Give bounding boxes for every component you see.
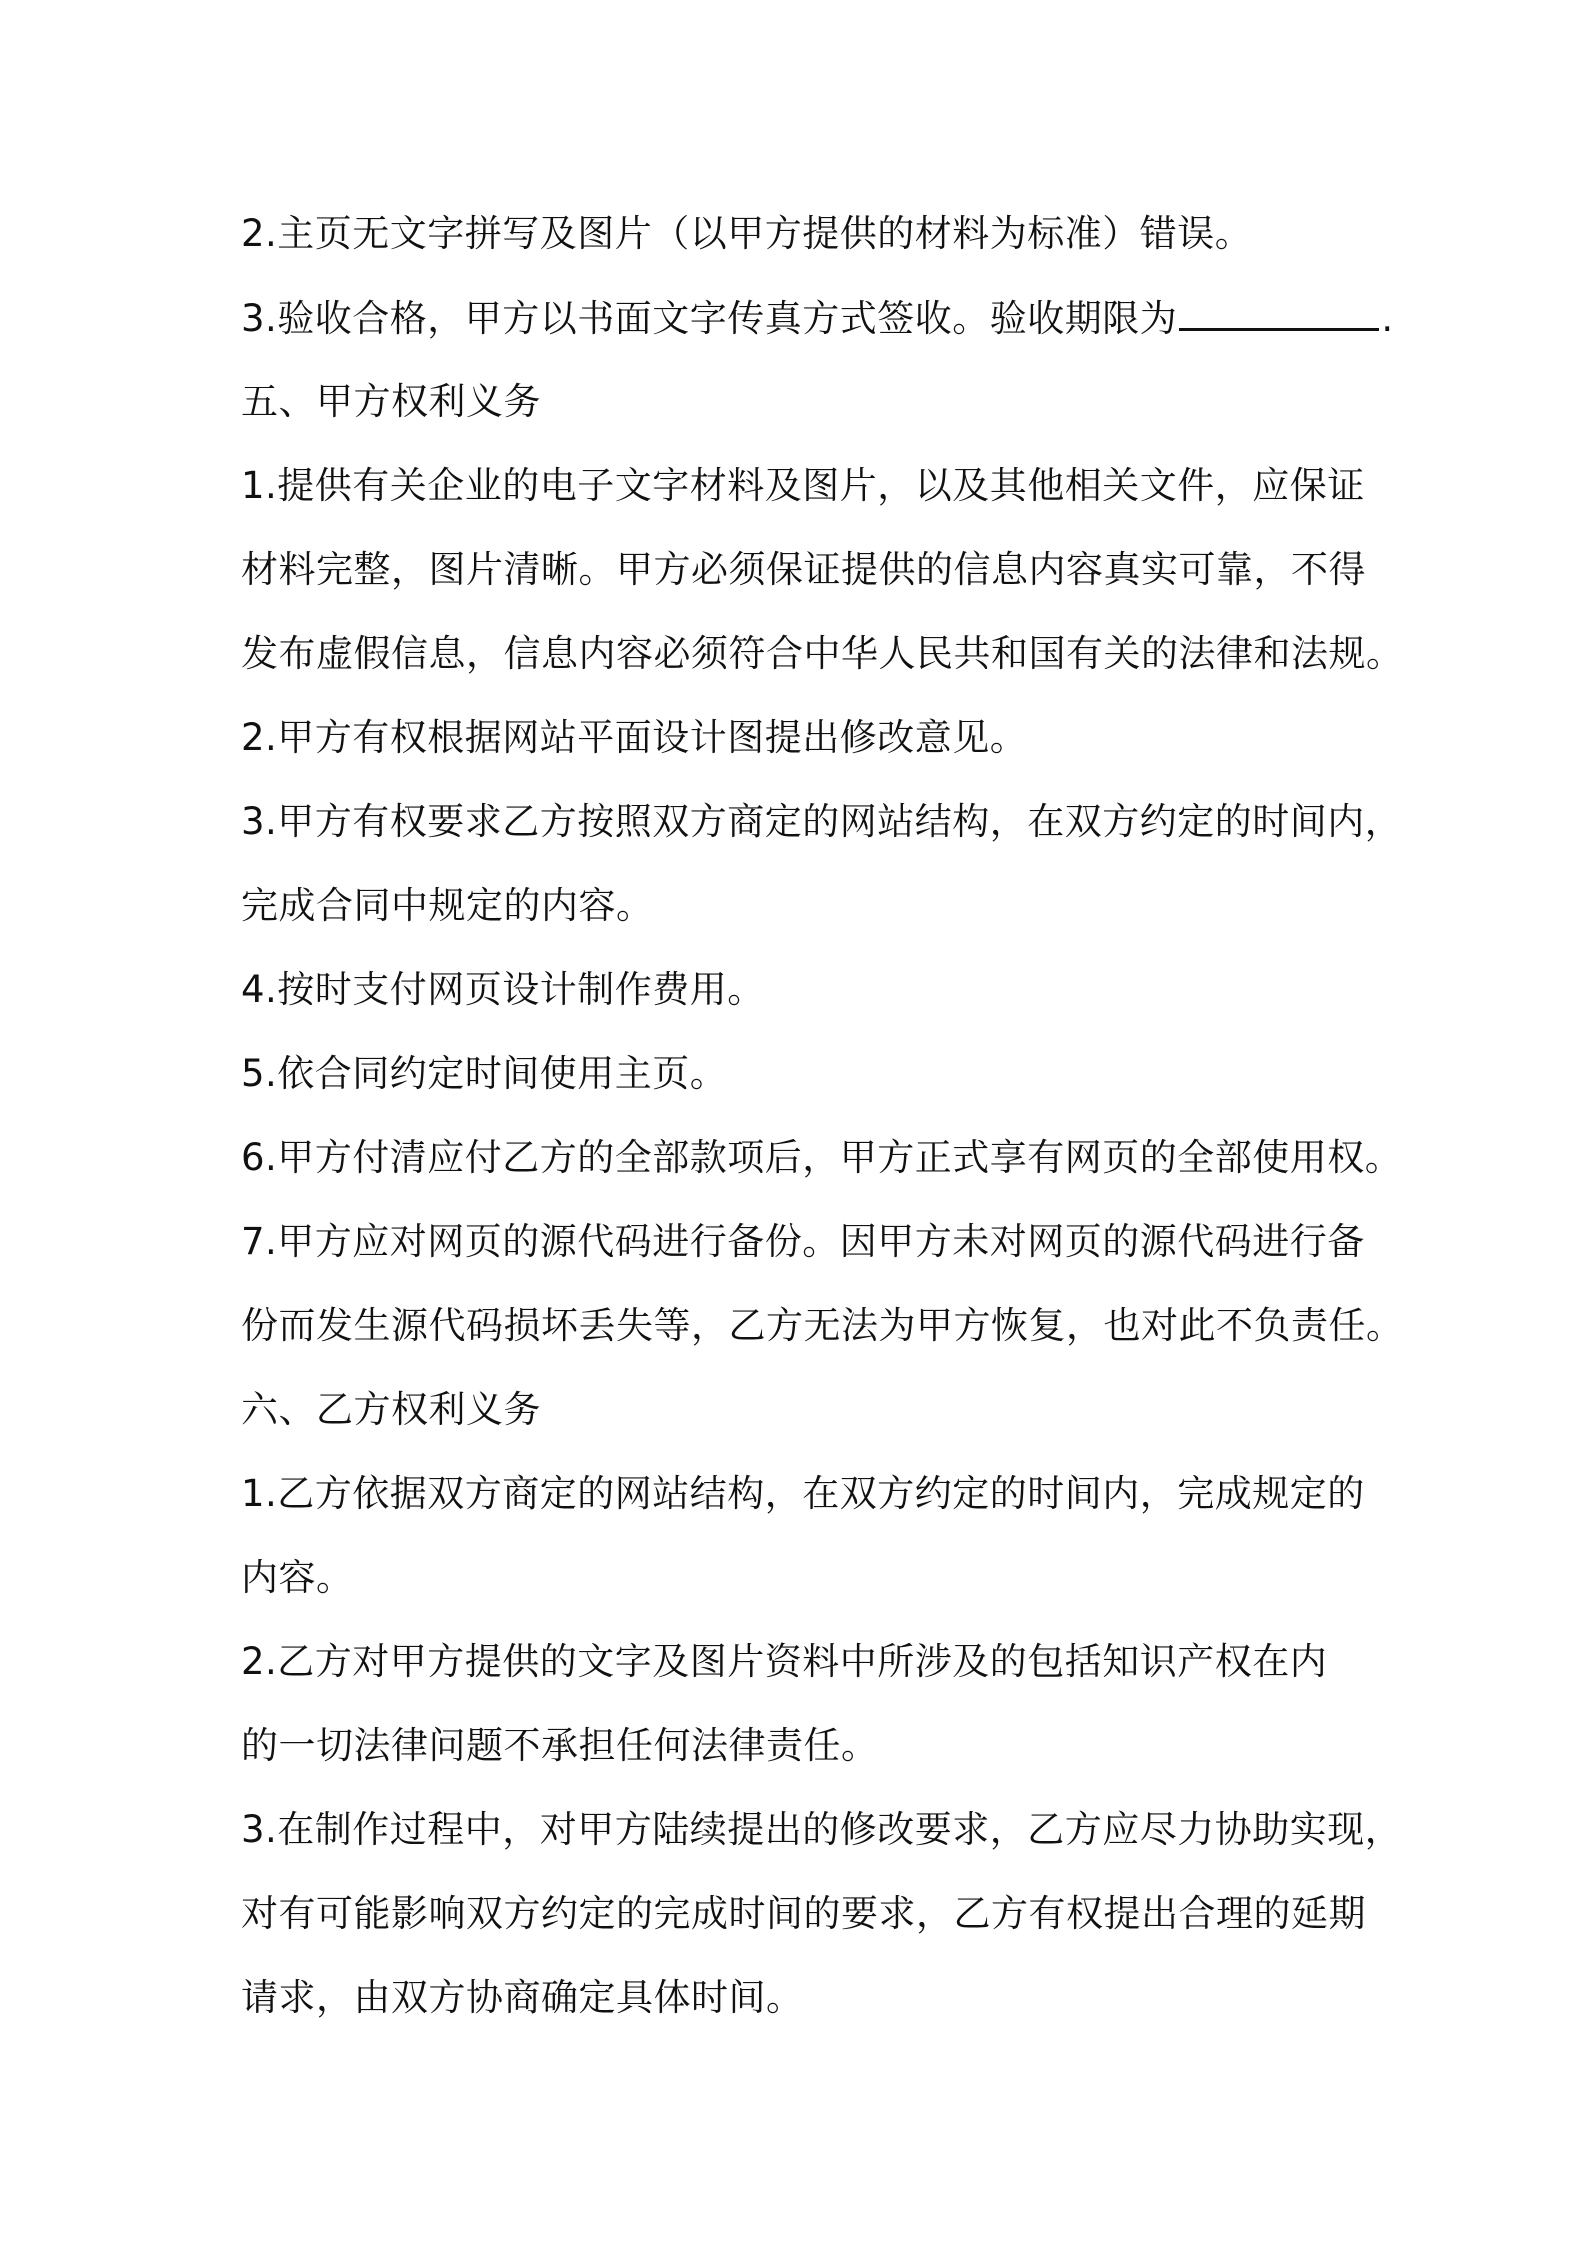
acceptance-period-suffix: . xyxy=(1381,297,1394,340)
clause-4-2: 2.主页无文字拼写及图片（以甲方提供的材料为标准）错误。 xyxy=(241,212,1253,255)
clause-5-7-line-2: 份而发生源代码损坏丢失等，乙方无法为甲方恢复，也对此不负责任。 xyxy=(241,1304,1404,1347)
acceptance-period-blank xyxy=(1179,276,1379,331)
clause-5-1-line-1: 1.提供有关企业的电子文字材料及图片，以及其他相关文件，应保证 xyxy=(241,464,1365,507)
clause-5-6: 6.甲方付清应付乙方的全部款项后，甲方正式享有网页的全部使用权。 xyxy=(241,1136,1403,1179)
document-body xyxy=(241,192,1404,2040)
clause-5-1-line-3: 发布虚假信息，信息内容必须符合中华人民共和国有关的法律和法规。 xyxy=(241,632,1404,675)
clause-5-4: 4.按时支付网页设计制作费用。 xyxy=(241,968,765,1011)
clause-6-2-line-2: 的一切法律问题不承担任何法律责任。 xyxy=(241,1724,879,1767)
clause-6-1-line-2: 内容。 xyxy=(241,1556,354,1599)
clause-5-7-line-1: 7.甲方应对网页的源代码进行备份。因甲方未对网页的源代码进行备 xyxy=(241,1220,1365,1263)
clause-6-3-line-1: 3.在制作过程中，对甲方陆续提出的修改要求，乙方应尽力协助实现， xyxy=(241,1808,1403,1851)
clause-6-1-line-1: 1.乙方依据双方商定的网站结构，在双方约定的时间内，完成规定的 xyxy=(241,1472,1365,1515)
clause-4-3-text: 3.验收合格，甲方以书面文字传真方式签收。验收期限为 xyxy=(241,297,1178,340)
clause-5-2: 2.甲方有权根据网站平面设计图提出修改意见。 xyxy=(241,716,1028,759)
clause-5-3-line-1: 3.甲方有权要求乙方按照双方商定的网站结构，在双方约定的时间内， xyxy=(241,800,1403,843)
clause-6-2-line-1: 2.乙方对甲方提供的文字及图片资料中所涉及的包括知识产权在内 xyxy=(241,1640,1328,1683)
section-6-heading: 六、乙方权利义务 xyxy=(241,1388,541,1431)
section-5-heading: 五、甲方权利义务 xyxy=(241,380,541,423)
clause-4-3 xyxy=(241,276,1394,360)
clause-5-5: 5.依合同约定时间使用主页。 xyxy=(241,1052,728,1095)
clause-5-3-line-2: 完成合同中规定的内容。 xyxy=(241,884,654,927)
clause-6-3-line-3: 请求，由双方协商确定具体时间。 xyxy=(241,1976,804,2019)
clause-5-1-line-2: 材料完整，图片清晰。甲方必须保证提供的信息内容真实可靠，不得 xyxy=(241,548,1366,591)
clause-6-3-line-2: 对有可能影响双方约定的完成时间的要求，乙方有权提出合理的延期 xyxy=(241,1892,1366,1935)
